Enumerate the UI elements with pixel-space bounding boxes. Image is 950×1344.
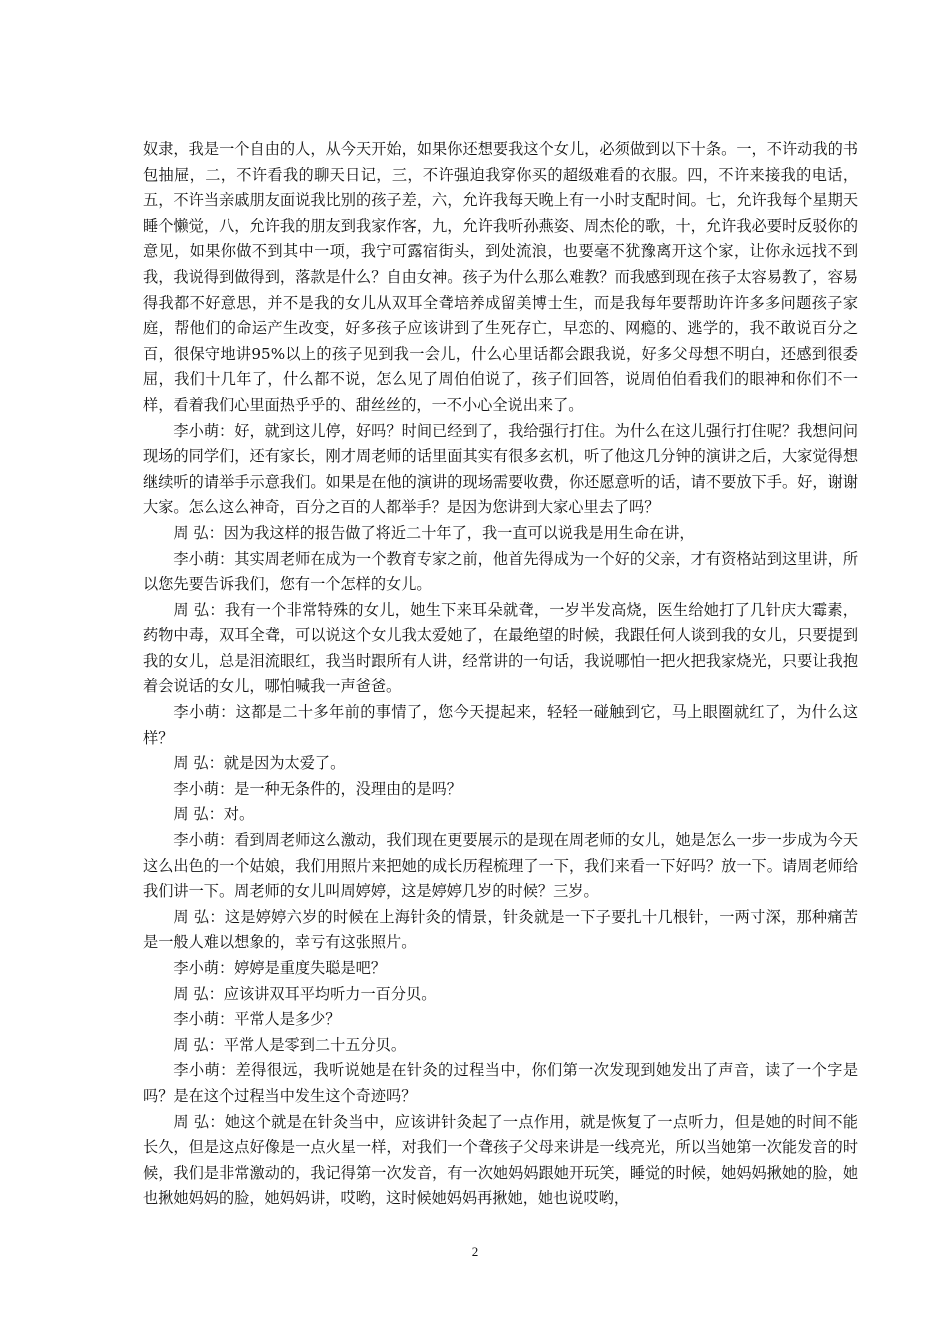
page-number: 2 [471,1244,479,1259]
paragraph-zhou-hong-8: 周 弘：她这个就是在针灸当中，应该讲针灸起了一点作用，就是恢复了一点听力，但是她的时间不能长久，但是这点好像是一点火星一样，对我们一个聋孩子父母来讲是一线亮光，所以当她第一次能发音的时候，我们是非常激动的，我记得第一次发音，有一次她妈妈跟她开玩笑，睡觉的时候，她妈妈揪她的脸，她也揪她妈妈的脸，她妈妈讲，哎哟，这时候她妈妈再揪她，她也说哎哟， [143,1112,858,1208]
paragraph-zhou-hong-4: 周 弘：对。 [173,805,255,824]
paragraph-zhou-hong-7: 周 弘：平常人是零到二十五分贝。 [173,1035,407,1054]
paragraph-continuation: 奴隶，我是一个自由的人，从今天开始，如果你还想要我这个女儿，必须做到以下十条。一，不许动我的书包抽屉，二，不许看我的聊天日记，三，不许强迫我穿你买的超级难看的衣服。四，不许来接我的电话，五，不许当亲戚朋友面说我比别的孩子差，六，允许我每天晚上有一小时支配时间。七，允许我每个星期天睡个懒觉，八，允许我的朋友到我家作客，九，允许我听孙燕姿、周杰伦的歌，十，允许我必要时反驳你的意见，如果你做不到其中一项，我宁可露宿街头，到处流浪，也要毫不犹豫离开这个家，让你永远找不到我，我说得到做得到，落款是什么？自由女神。孩子为什么那么难教？而我感到现在孩子太容易教了，容易得我都不好意思，并不是我的女儿从双耳全聋培养成留美博士生，而是我每年要帮助许许多多问题孩子家庭，帮他们的命运产生改变，好多孩子应该讲到了生死存亡，早恋的、网瘾的、逃学的，我不敢说百分之百，很保守地讲95%以上的孩子见到我一会儿，什么心里话都会跟我说，好多父母想不明白，还感到很委屈，我们十几年了，什么都不说，怎么见了周伯伯说了，孩子们回答，说周伯伯看我们的眼神和你们不一样，看着我们心里面热乎乎的、甜丝丝的，一不小心全说出来了。 [143,140,858,414]
paragraph-zhou-hong-6: 周 弘：应该讲双耳平均听力一百分贝。 [173,984,437,1003]
paragraph-li-xiaomeng-3: 李小萌：这都是二十多年前的事情了，您今天提起来，轻轻一碰触到它，马上眼圈就红了，为什么这样？ [143,703,858,747]
document-body [143,137,858,1212]
paragraph-li-xiaomeng-2: 李小萌：其实周老师在成为一个教育专家之前，他首先得成为一个好的父亲，才有资格站到这里讲，所以您先要告诉我们，您有一个怎样的女儿。 [143,549,858,594]
paragraph-li-xiaomeng-5: 李小萌：看到周老师这么激动，我们现在更要展示的是现在周老师的女儿，她是怎么一步一步成为今天这么出色的一个姑娘，我们用照片来把她的成长历程梳理了一下，我们来看一下好吗？放一下。请周老师给我们讲一下。周老师的女儿叫周婷婷，这是婷婷几岁的时候？三岁。 [143,831,858,901]
paragraph-li-xiaomeng-8: 李小萌：差得很远，我听说她是在针灸的过程当中，你们第一次发现到她发出了声音，读了一个字是吗？是在这个过程当中发生这个奇迹吗？ [143,1061,858,1105]
paragraph-li-xiaomeng-6: 李小萌：婷婷是重度失聪是吧？ [173,959,387,977]
paragraph-zhou-hong-2: 周 弘：我有一个非常特殊的女儿，她生下来耳朵就聋，一岁半发高烧，医生给她打了几针庆大霉素，药物中毒，双耳全聋，可以说这个女儿我太爱她了，在最绝望的时候，我跟任何人谈到我的女儿，只要提到我的女儿，总是泪流眼红，我当时跟所有人讲，经常讲的一句话，我说哪怕一把火把我家烧光，只要让我抱着会说话的女儿，哪怕喊我一声爸爸。 [143,600,858,696]
paragraph-zhou-hong-1: 周 弘：因为我这样的报告做了将近二十年了，我一直可以说我是用生命在讲， [173,523,695,542]
paragraph-li-xiaomeng-4: 李小萌：是一种无条件的，没理由的是吗？ [173,779,462,798]
paragraph-zhou-hong-3: 周 弘：就是因为太爱了。 [173,754,346,773]
paragraph-li-xiaomeng-1: 李小萌：好，就到这儿停，好吗？时间已经到了，我给强行打住。为什么在这儿强行打住呢？我想问问现场的同学们，还有家长，刚才周老师的话里面其实有很多玄机，听了他这几分钟的演讲之后，大家觉得想继续听的请举手示意我们。如果是在他的演讲的现场需要收费，你还愿意听的话，请不要放下手。好，谢谢大家。怎么这么神奇，百分之百的人都举手？是因为您讲到大家心里去了吗？ [143,421,858,517]
paragraph-li-xiaomeng-7: 李小萌：平常人是多少？ [173,1010,341,1029]
paragraph-zhou-hong-5: 周 弘：这是婷婷六岁的时候在上海针灸的情景，针灸就是一下子要扎十几根针，一两寸深，那种痛苦是一般人难以想象的，幸亏有这张照片。 [143,907,858,952]
